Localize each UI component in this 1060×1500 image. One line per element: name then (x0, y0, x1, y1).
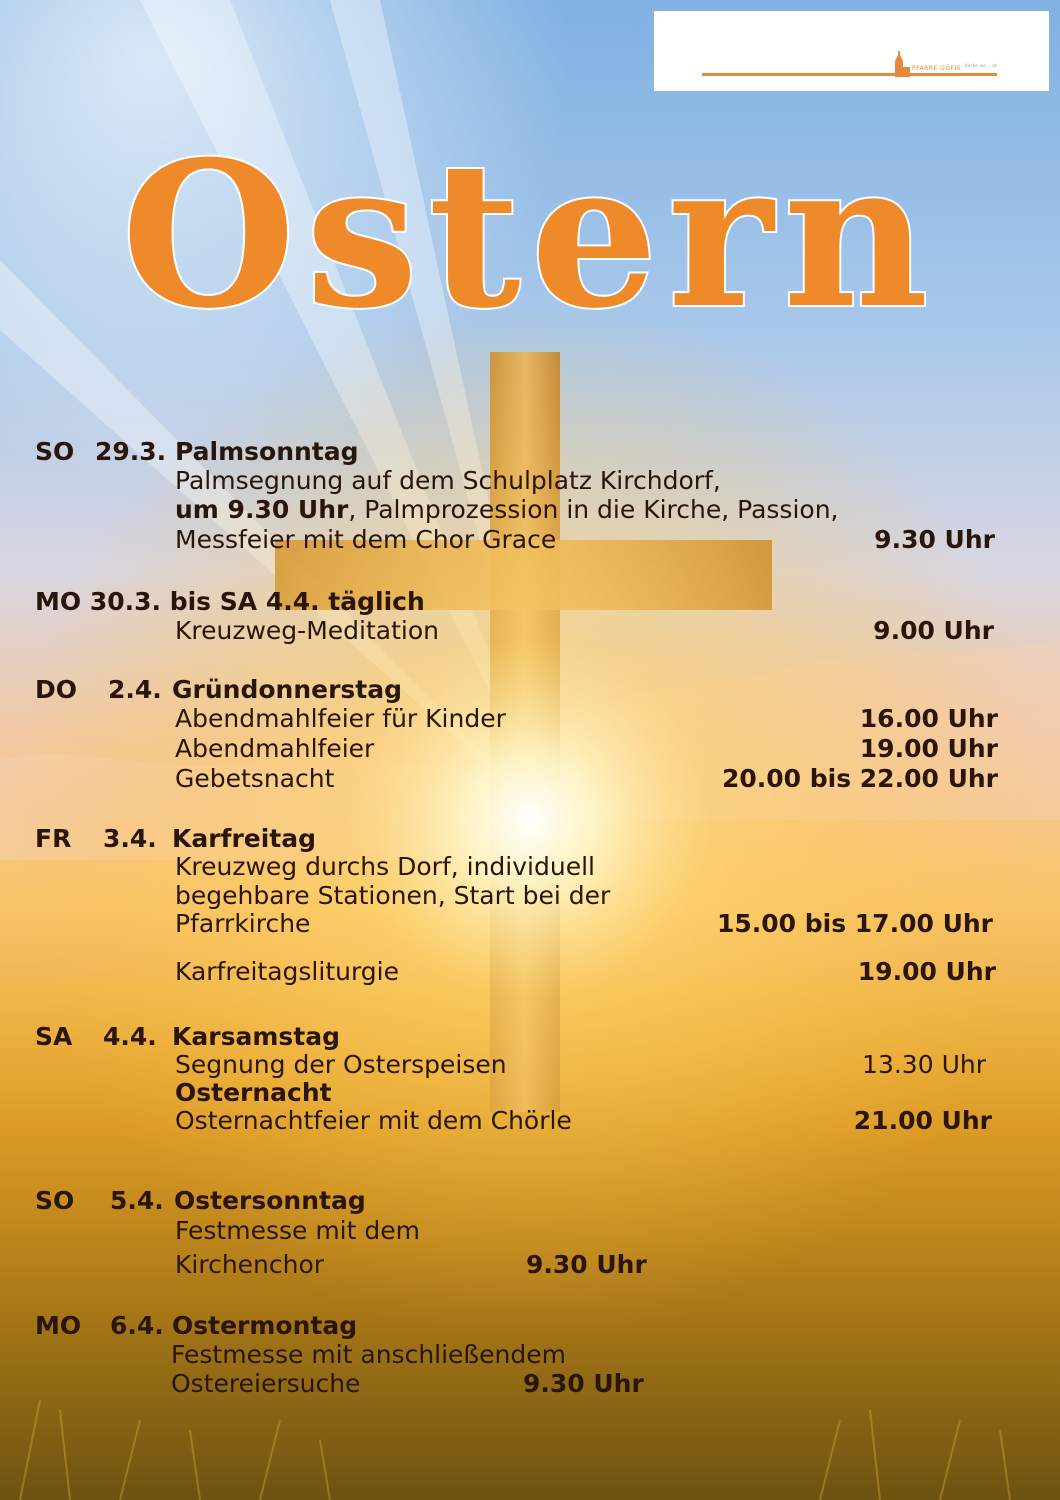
palmsonntag-date: 29.3. (95, 437, 167, 466)
karfreitag-name: Karfreitag (172, 824, 317, 853)
woche-time: 9.00 Uhr (873, 616, 994, 645)
ostersonntag-line1: Festmesse mit dem (175, 1216, 420, 1245)
palmsonntag-line2 (175, 495, 839, 525)
karfreitag-line4: Karfreitagsliturgie (175, 957, 399, 986)
gruendonnerstag-time2: 19.00 Uhr (859, 734, 998, 763)
ostermontag-name: Ostermontag (172, 1311, 358, 1340)
karsamstag-time2: 21.00 Uhr (853, 1106, 992, 1135)
palmsonntag-name: Palmsonntag (175, 437, 359, 466)
gruendonnerstag-date: 2.4. (108, 675, 162, 704)
ostersonntag-name: Ostersonntag (174, 1186, 366, 1215)
palmsonntag-line2-rest: , Palmprozession in die Kirche, Passion, (348, 495, 839, 524)
karfreitag-line3: Pfarrkirche (175, 909, 311, 938)
gruendonnerstag-line2: Abendmahlfeier (175, 734, 375, 763)
karsamstag-line2: Osternachtfeier mit dem Chörle (175, 1106, 572, 1135)
karfreitag-line2: begehbare Stationen, Start bei der (175, 881, 611, 910)
logo-name: PFARRE GÖFIS (912, 65, 962, 72)
karsamstag-name: Karsamstag (172, 1022, 340, 1051)
palmsonntag-line2-bold: um 9.30 Uhr (175, 495, 349, 524)
ostersonntag-time: 9.30 Uhr (526, 1250, 647, 1279)
gruendonnerstag-time1: 16.00 Uhr (859, 704, 998, 733)
karsamstag-line1: Segnung der Osterspeisen (175, 1050, 507, 1079)
gruendonnerstag-name: Gründonnerstag (172, 675, 402, 704)
ostermontag-time: 9.30 Uhr (523, 1369, 644, 1398)
gruendonnerstag-line3: Gebetsnacht (175, 764, 335, 793)
karfreitag-time1: 15.00 bis 17.00 Uhr (716, 909, 993, 938)
karsamstag-day: SA (35, 1022, 73, 1051)
ostermontag-day: MO (35, 1311, 82, 1340)
karfreitag-date: 3.4. (103, 824, 157, 853)
ostersonntag-date: 5.4. (110, 1186, 164, 1215)
karfreitag-day: FR (35, 824, 72, 853)
parish-logo (654, 11, 1049, 91)
church-icon (890, 51, 910, 77)
woche-heading: MO 30.3. bis SA 4.4. täglich (35, 587, 425, 616)
palmsonntag-line3: Messfeier mit dem Chor Grace (175, 525, 557, 554)
karsamstag-subtitle: Osternacht (175, 1078, 332, 1107)
ostermontag-date: 6.4. (110, 1311, 164, 1340)
palmsonntag-day: SO (35, 437, 75, 466)
gruendonnerstag-time3: 20.00 bis 22.00 Uhr (721, 764, 998, 793)
karsamstag-date: 4.4. (103, 1022, 157, 1051)
ostersonntag-line2: Kirchenchor (175, 1250, 325, 1279)
karsamstag-time1: 13.30 Uhr (862, 1050, 986, 1079)
ostermontag-line1: Festmesse mit anschließendem (171, 1340, 567, 1369)
karfreitag-time2: 19.00 Uhr (857, 957, 996, 986)
page-title: Ostern (121, 118, 939, 353)
logo-tagline: ... Kirche, wo ... ist (960, 63, 997, 68)
palmsonntag-line1: Palmsegnung auf dem Schulplatz Kirchdorf, (175, 466, 721, 495)
ostersonntag-day: SO (35, 1186, 75, 1215)
logo-underline (702, 73, 997, 76)
karfreitag-line1: Kreuzweg durchs Dorf, individuell (175, 852, 595, 881)
gruendonnerstag-day: DO (35, 675, 78, 704)
woche-line1: Kreuzweg-Meditation (175, 616, 439, 645)
ostermontag-line2: Ostereiersuche (171, 1369, 361, 1398)
palmsonntag-time: 9.30 Uhr (874, 525, 995, 554)
gruendonnerstag-line1: Abendmahlfeier für Kinder (175, 704, 506, 733)
